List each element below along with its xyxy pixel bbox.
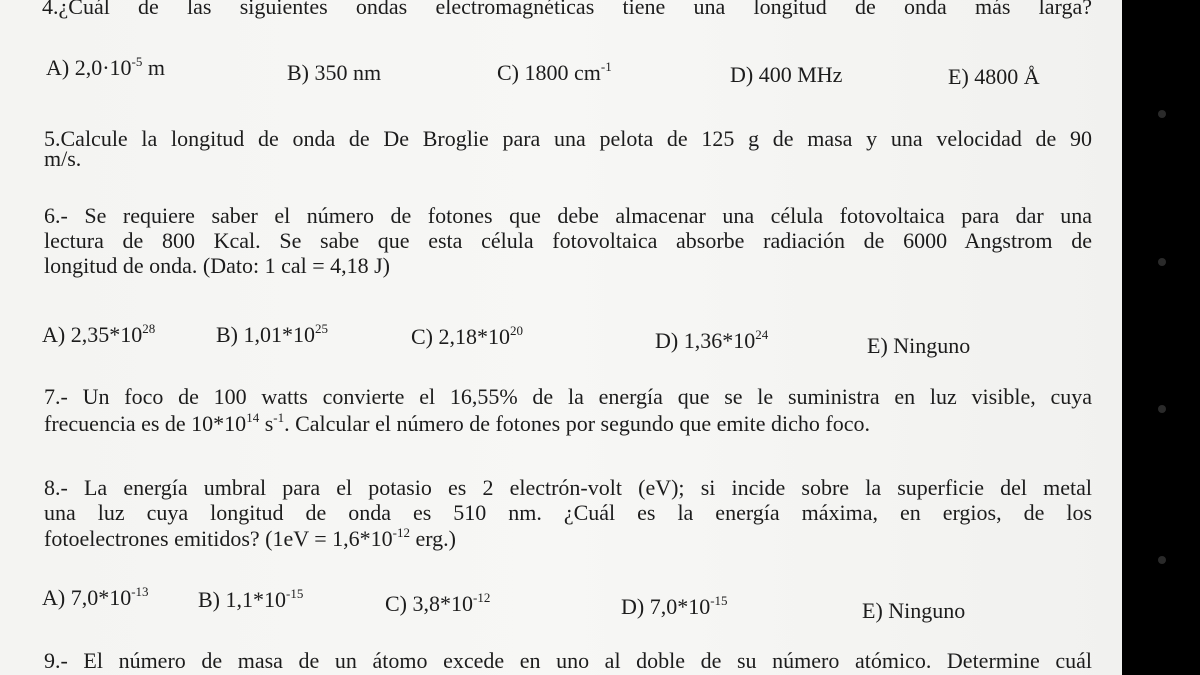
q6-option-c: C) $2,18*10^{20}$ [411,323,523,349]
q8-option-a: A) $7,0*10^{-13}$ [42,584,149,610]
edge-dot [1158,405,1166,413]
q6-option-a: A) $2,35*10^{28}$ [42,321,156,347]
question-5-line-1: 5.Calcule la longitud de onda de De Broglie para una pelota de 125 g de masa y una velocidad de 90 [44,126,1092,151]
q4-option-a: A) $2,0\cdot 10^{-5}$ m [46,54,166,80]
question-8-line-3: fotoelectrones emitidos? ($1eV = 1,6*10^{-12}$ erg.) [44,525,457,551]
edge-dot [1158,110,1166,118]
question-6-line-1: 6.- Se requiere saber el número de fotones que debe almacenar una célula fotovoltaica para dar una [44,203,1092,228]
edge-dot [1158,556,1166,564]
question-6-line-3: longitud de onda. (Dato: 1 cal = 4,18 J) [44,253,391,278]
edge-dot [1158,258,1166,266]
question-7-line-1: 7.- Un foco de 100 watts convierte el 16,55% de la energía que se le suministra en luz visible, cuya [44,384,1092,409]
q8-option-e: E) Ninguno [862,598,966,623]
question-8-line-1: 8.- La energía umbral para el potasio es 2 electrón-volt (eV); si incide sobre la superficie del metal [44,475,1092,500]
q8-option-b: B) $1,1*10^{-15}$ [198,586,304,612]
q6-option-d: D) $1,36*10^{24}$ [655,327,769,353]
question-7-line-2: frecuencia es de $10*10^{14}$ $s^{-1}$. Calcular el número de fotones por segundo que emite dicho foco. [44,410,870,436]
q8-option-d: D) $7,0*10^{-15}$ [621,593,728,619]
question-9-line-1: 9.- El número de masa de un átomo excede en uno al doble de su número atómico. Determine cuál [44,648,1092,673]
question-6-line-2: lectura de 800 Kcal. Se sabe que esta célula fotovoltaica absorbe radiación de 6000 Angstrom de [44,228,1092,253]
q4-option-d: D) 400 MHz [730,62,843,87]
dark-page-edge [1122,0,1200,675]
q4-option-c: C) 1800 $cm^{-1}$ [497,59,612,85]
q6-option-b: B) $1,01*10^{25}$ [216,321,328,347]
q6-option-e: E) Ninguno [867,333,971,358]
q4-option-b: B) 350 nm [287,60,382,85]
question-5-line-2: m/s. [44,146,82,171]
question-4-text: 4.¿Cuál de las siguientes ondas electromagnéticas tiene una longitud de onda más larga? [42,0,1092,19]
q8-option-c: C) $3,8*10^{-12}$ [385,590,491,616]
question-8-line-2: una luz cuya longitud de onda es 510 nm. ¿Cuál es la energía máxima, en ergios, de los [44,500,1092,525]
q4-option-e: E) 4800 Å [948,64,1040,89]
